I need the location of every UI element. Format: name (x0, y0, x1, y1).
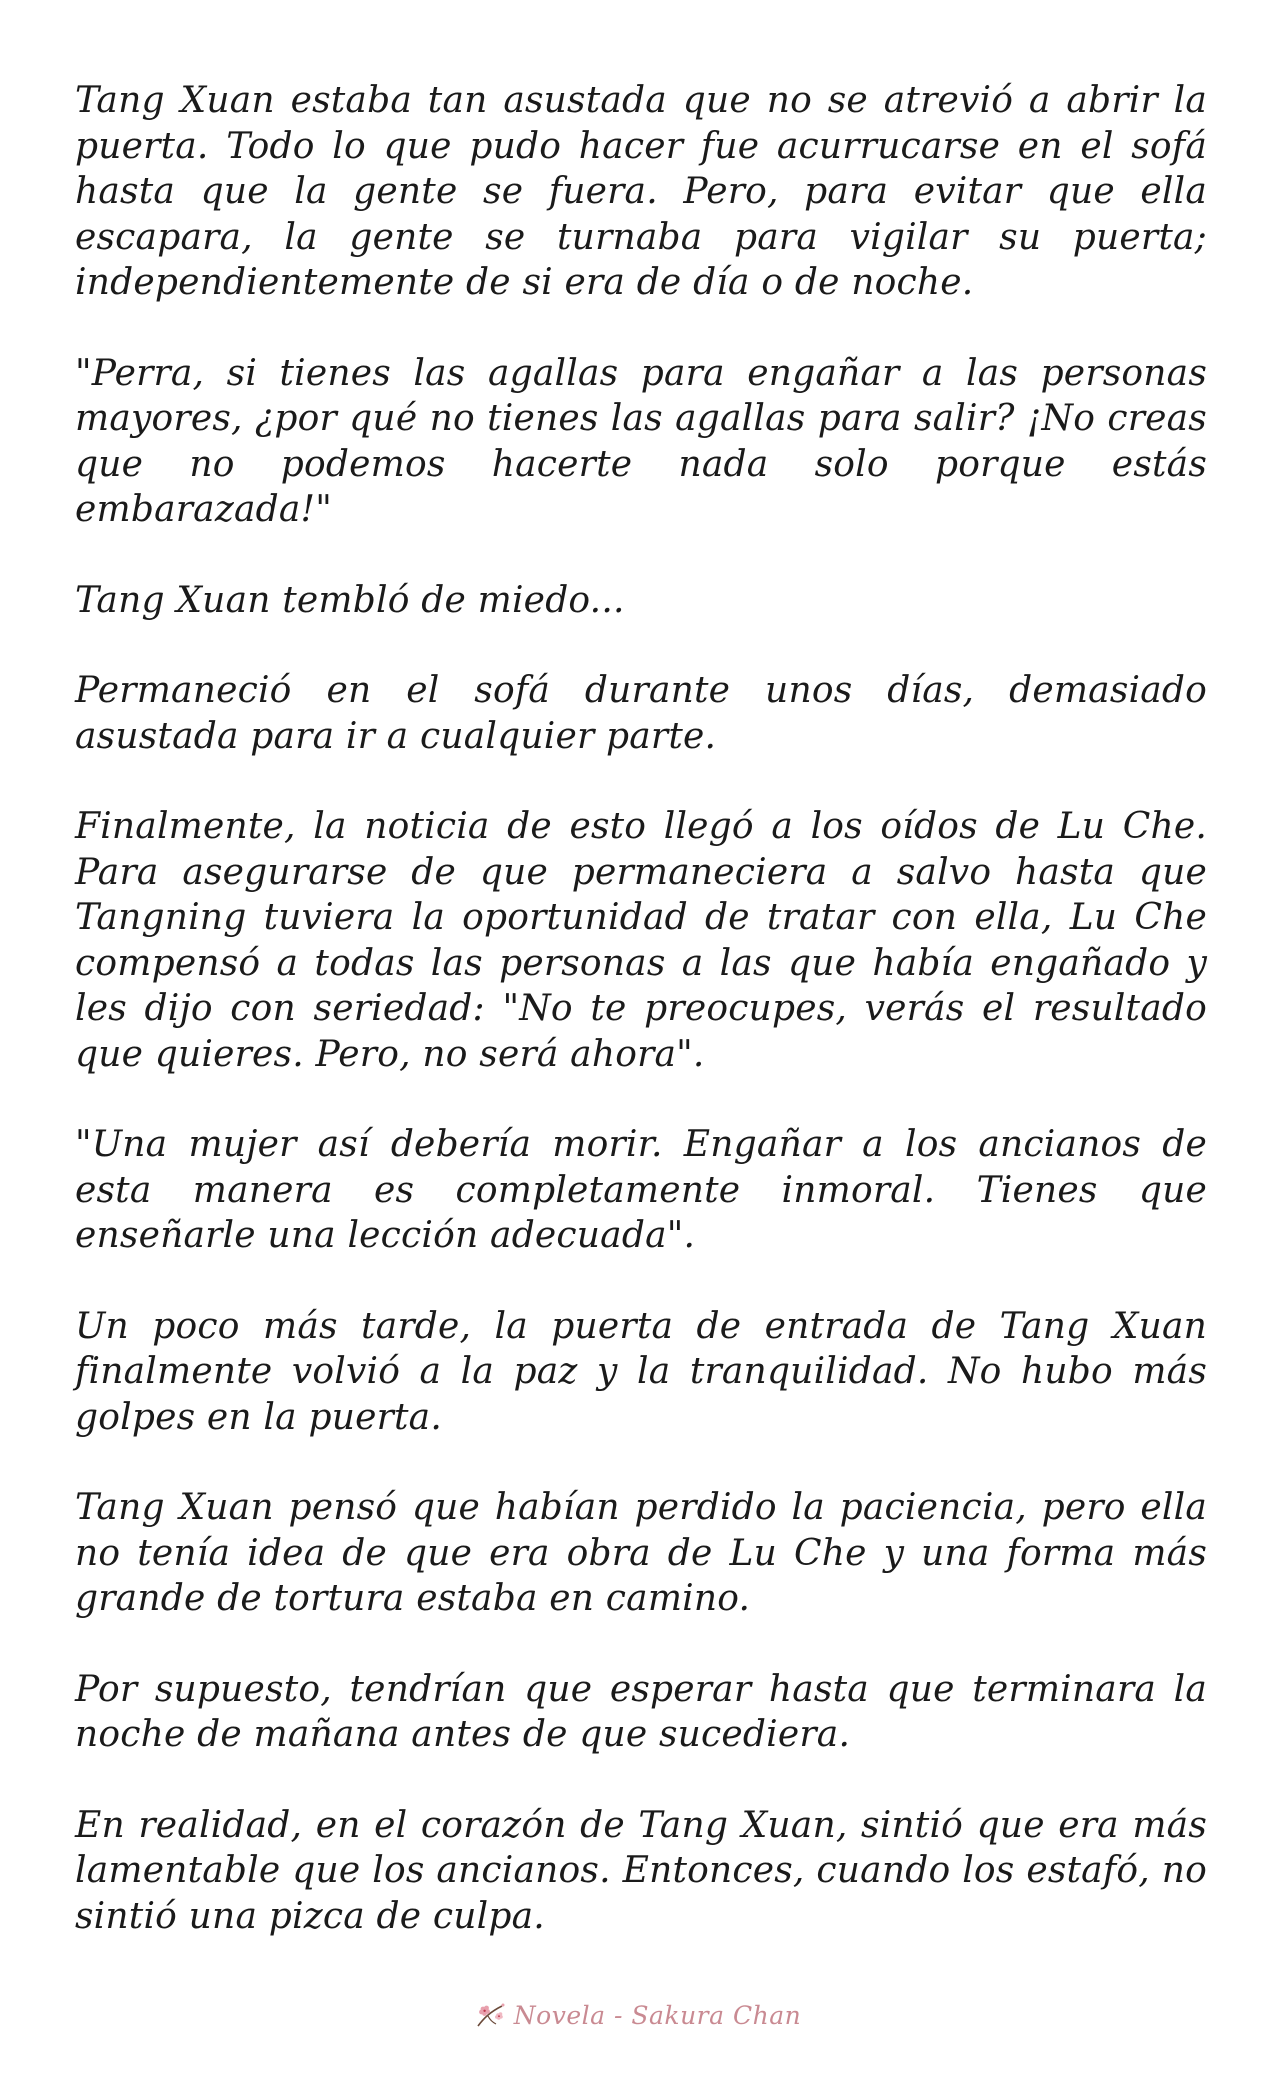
cherry-blossom-icon (474, 2000, 508, 2030)
footer-text: Novela - Sakura Chan (513, 2000, 802, 2030)
paragraph-10: En realidad, en el corazón de Tang Xuan, sintió que era más lamentable que los ancianos. Entonces, cuando los estafó, no sintió una pizca de culpa. (75, 1804, 1207, 1937)
document-body (75, 78, 1207, 1984)
paragraph-9: Por supuesto, tendrían que esperar hasta que terminara la noche de mañana antes de que sucediera. (75, 1668, 1207, 1755)
footer-watermark (0, 1995, 1275, 2035)
paragraph-1: Tang Xuan estaba tan asustada que no se atrevió a abrir la puerta. Todo lo que pudo hacer fue acurrucarse en el sofá hasta que la gente se fuera. Pero, para evitar que ella escapara, la gente se turnaba para vigilar su puerta; independientemente de si era de día o de noche. (75, 80, 1207, 303)
footer-inner (474, 2000, 801, 2030)
paragraph-3: Tang Xuan tembló de miedo... (75, 579, 625, 621)
paragraph-8: Tang Xuan pensó que habían perdido la paciencia, pero ella no tenía idea de que era obra de Lu Che y una forma más grande de tortura estaba en camino. (75, 1487, 1207, 1619)
paragraph-5: Finalmente, la noticia de esto llegó a los oídos de Lu Che. Para asegurarse de que permaneciera a salvo hasta que Tangning tuviera la oportunidad de tratar con ella, Lu Che compensó a todas las personas a las que había engañado y les dijo con seriedad: "No te preocupes, verás el resultado que quieres. Pero, no será ahora". (75, 806, 1207, 1075)
paragraph-7: Un poco más tarde, la puerta de entrada de Tang Xuan finalmente volvió a la paz y la tranquilidad. No hubo más golpes en la puerta. (75, 1305, 1207, 1438)
paragraph-4: Permaneció en el sofá durante unos días, demasiado asustada para ir a cualquier parte. (75, 670, 1207, 757)
paragraph-2: "Perra, si tienes las agallas para engañar a las personas mayores, ¿por qué no tienes las agallas para salir? ¡No creas que no podemos hacerte nada solo porque estás embarazada!" (75, 352, 1207, 530)
paragraph-6: "Una mujer así debería morir. Engañar a los ancianos de esta manera es completamente inmoral. Tienes que enseñarle una lección adecuada". (75, 1124, 1207, 1256)
